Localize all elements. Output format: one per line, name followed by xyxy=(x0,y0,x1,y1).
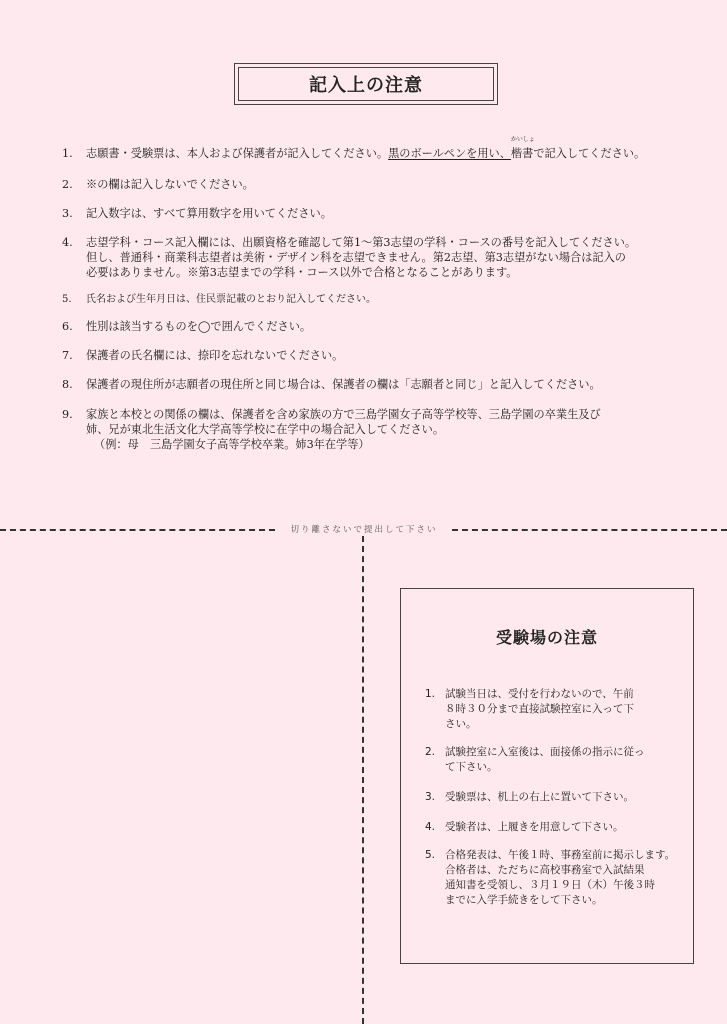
note-text: で記入してください。 xyxy=(533,147,646,160)
note-number: 7. xyxy=(62,349,73,362)
note-text: 保護者の氏名欄には、捺印を忘れないでください。 xyxy=(86,349,344,362)
exam-notes-box xyxy=(400,588,694,964)
note-text: 姉、兄が東北生活文化大学高等学校に在学中の場合記入してください。 xyxy=(86,423,445,436)
exam-item-5 xyxy=(425,848,675,908)
note-text: 氏名および生年月日は、住民票記載のとおり記入してください。 xyxy=(86,294,376,305)
exam-item-text: 合格者は、ただちに高校事務室で入試結果 xyxy=(445,864,645,876)
exam-item-text: 試験控室に入室後は、面接係の指示に従っ xyxy=(445,746,645,758)
exam-item-number: 1. xyxy=(425,688,436,700)
cut-dash-left xyxy=(0,529,275,531)
exam-item-text: までに入学手続きをして下さい。 xyxy=(445,894,603,906)
note-number: 3. xyxy=(62,207,73,220)
exam-item-3 xyxy=(425,790,634,805)
notes-title-box xyxy=(234,63,498,105)
exam-item-number: 5. xyxy=(425,849,436,861)
exam-item-text: て下さい。 xyxy=(445,761,498,773)
note-text: 志望学科・コース記入欄には、出願資格を確認して第1～第3志望の学科・コースの番号を記入してください。 xyxy=(86,236,637,249)
exam-item-text: ８時３０分まで直接試験控室に入って下 xyxy=(445,703,634,715)
note-text: 記入数字は、すべて算用数字を用いてください。 xyxy=(86,207,332,220)
ruby-reading: かいしょ xyxy=(510,136,535,143)
note-number: 5. xyxy=(62,294,72,305)
note-7 xyxy=(62,348,343,363)
cut-line xyxy=(0,524,727,536)
note-text: ※の欄は記入しないでください。 xyxy=(86,178,254,191)
exam-item-text: 受験票は、机上の右上に置いて下さい。 xyxy=(445,791,634,803)
note-9 xyxy=(62,407,601,452)
note-text: 但し、普通科・商業科志望者は美術・デザイン科を志望できません。第2志望、第3志望がない場合は記入の xyxy=(86,251,626,264)
vertical-cut-line xyxy=(362,536,364,1024)
exam-item-text: 試験当日は、受付を行わないので、午前 xyxy=(445,688,634,700)
note-4 xyxy=(62,235,636,280)
exam-item-4 xyxy=(425,820,624,835)
note-5 xyxy=(62,292,376,307)
note-text: 保護者の現住所が志願者の現住所と同じ場合は、保護者の欄は「志願者と同じ」と記入してください。 xyxy=(86,378,601,391)
note-number: 4. xyxy=(62,236,73,249)
exam-item-text: 合格発表は、午後１時、事務室前に掲示します。 xyxy=(445,849,676,861)
exam-item-number: 4. xyxy=(425,821,436,833)
ruby-base: 楷書 xyxy=(510,147,534,160)
cut-dash-right xyxy=(452,529,727,531)
note-number: 6. xyxy=(62,320,73,333)
exam-item-text: 通知書を受領し、３月１９日（木）午後３時 xyxy=(445,879,655,891)
note-3 xyxy=(62,206,332,221)
exam-item-text: さい。 xyxy=(445,718,477,730)
note-6 xyxy=(62,319,311,334)
exam-item-text: 受験者は、上履きを用意して下さい。 xyxy=(445,821,624,833)
note-1 xyxy=(62,136,646,161)
note-text: 必要はありません。※第3志望までの学科・コース以外で合格となることがあります。 xyxy=(86,266,518,279)
note-8 xyxy=(62,377,601,392)
ruby-kaisho xyxy=(510,136,535,161)
note-text: 家族と本校との関係の欄は、保護者を含め家族の方で三島学園女子高等学校等、三島学園の卒業生及び xyxy=(86,408,601,421)
cut-instruction: 切り離さないで提出して下さい xyxy=(290,525,438,535)
note-underlined-text: 黒のボールペンを用い、 xyxy=(388,147,511,160)
notes-title: 記入上の注意 xyxy=(238,67,494,101)
note-text: 志願書・受験票は、本人および保護者が記入してください。 xyxy=(86,147,389,160)
note-number: 9. xyxy=(62,408,73,421)
note-2 xyxy=(62,177,254,192)
exam-item-number: 2. xyxy=(425,746,436,758)
note-number: 1. xyxy=(62,147,73,160)
exam-item-2 xyxy=(425,745,645,775)
exam-item-number: 3. xyxy=(425,791,436,803)
note-number: 8. xyxy=(62,378,73,391)
exam-notes-title: 受験場の注意 xyxy=(495,628,598,647)
note-text: （例：母 三島学園女子高等学校卒業。姉3年在学等） xyxy=(94,438,370,451)
exam-item-1 xyxy=(425,687,634,732)
note-text: 性別は該当するものを◯で囲んでください。 xyxy=(86,320,312,333)
note-number: 2. xyxy=(62,178,73,191)
